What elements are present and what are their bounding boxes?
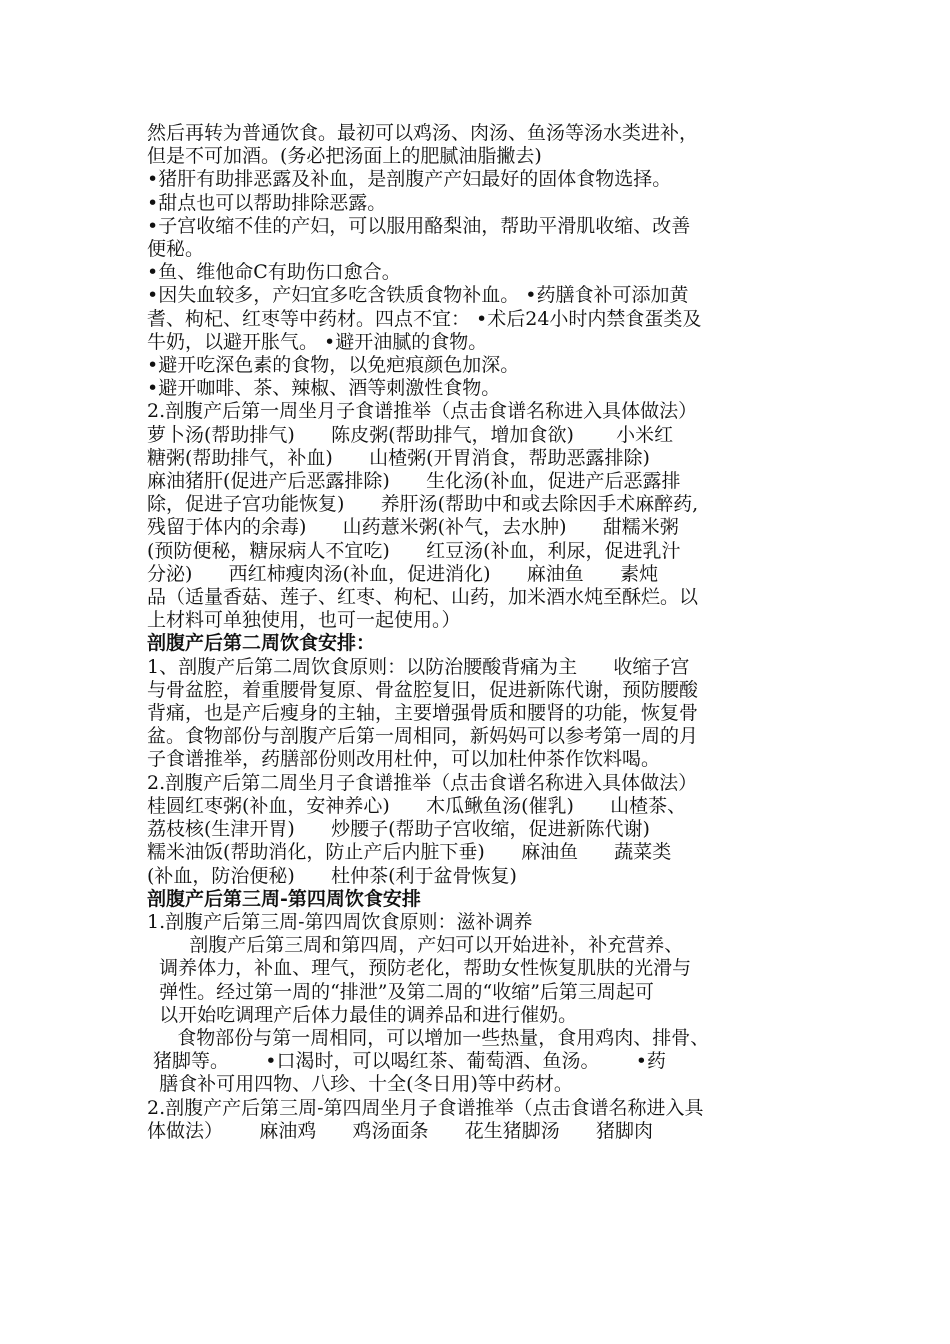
section-heading: 剖腹产后第二周饮食安排： [147,632,376,655]
text-line: 桂圆红枣粥(补血，安神养心) 木瓜鳅鱼汤(催乳) 山楂茶、 [147,794,687,817]
text-line: •子宫收缩不佳的产妇，可以服用酪梨油，帮助平滑肌收缩、改善 [147,214,691,237]
text-line: 便秘。 [147,238,205,261]
text-line: 荔枝核(生津开胃) 炒腰子(帮助子宫收缩，促进新陈代谢) [147,818,650,841]
text-line: 2.剖腹产产后第三周-第四周坐月子食谱推举（点击食谱名称进入具 [147,1096,704,1119]
text-line: •甜点也可以帮助排除恶露。 [147,191,387,214]
text-line: 子食谱推举，药膳部份则改用杜仲，可以加杜仲茶作饮料喝。 [147,748,661,771]
text-line: 萝卜汤(帮助排气) 陈皮粥(帮助排气，增加食欲) 小米红 [147,423,674,446]
text-line: 然后再转为普通饮食。最初可以鸡汤、肉汤、鱼汤等汤水类进补， [147,122,699,144]
text-line: 猪脚等。 •口渴时，可以喝红茶、葡萄酒、鱼汤。 •药 [147,1050,666,1073]
text-line: 但是不可加酒。(务必把汤面上的肥腻油脂撇去) [147,145,542,168]
text-line: 背痛，也是产后瘦身的主轴，主要增强骨质和腰肾的功能，恢复骨 [147,702,699,725]
text-line: 弹性。经过第一周的“排泄”及第二周的“收缩”后第三周起可 [147,980,654,1003]
text-line: 麻油猪肝(促进产后恶露排除) 生化汤(补血，促进产后恶露排 [147,470,681,493]
text-line: (预防便秘，糖尿病人不宜吃) 红豆汤(补血，利尿，促进乳汁 [147,539,681,562]
text-line: 品（适量香菇、莲子、红枣、枸杞、山药，加米酒水炖至酥烂。以 [147,586,699,609]
text-line: 糯米油饭(帮助消化，防止产后内脏下垂) 麻油鱼 蔬菜类 [147,841,672,864]
text-line: •避开咖啡、茶、辣椒、酒等刺激性食物。 [147,377,501,400]
text-line: 盆。食物部份与剖腹产后第一周相同，新妈妈可以参考第一周的月 [147,725,699,748]
text-line: •因失血较多，产妇宜多吃含铁质食物补血。 •药膳食补可添加黄 [147,284,689,307]
text-line: 1、剖腹产后第二周饮食原则：以防治腰酸背痛为主 收缩子宫 [147,655,690,678]
text-line: 残留于体内的余毒) 山药薏米粥(补气，去水肿) 甜糯米粥 [147,516,679,539]
text-line: 除，促进子宫功能恢复) 养肝汤(帮助中和或去除因手术麻醉药, [147,493,699,516]
text-line: 以开始吃调理产后体力最佳的调养品和进行催奶。 [147,1003,578,1026]
text-line: 耆、枸杞、红枣等中药材。四点不宜： •术后24小时内禁食蛋类及 [147,307,702,330]
text-line: (补血，防治便秘) 杜仲茶(利于盆骨恢复) [147,864,517,887]
text-line: 2.剖腹产后第一周坐月子食谱推举（点击食谱名称进入具体做法） [147,400,698,423]
text-line: •避开吃深色素的食物，以免疤痕颜色加深。 [147,354,520,377]
text-line: 2.剖腹产后第二周坐月子食谱推举（点击食谱名称进入具体做法） [147,771,698,794]
text-line: 上材料可单独使用，也可一起使用。） [147,609,461,632]
text-line: 分泌) 西红柿瘦肉汤(补血，促进消化) 麻油鱼 素炖 [147,562,658,585]
text-line: 剖腹产后第三周和第四周，产妇可以开始进补，补充营养、 [147,934,684,957]
text-line: •鱼、维他命C有助伤口愈合。 [147,261,401,284]
text-line: 1.剖腹产后第三周-第四周饮食原则：滋补调养 [147,910,533,933]
text-line: 膳食补可用四物、八珍、十全(冬日用)等中药材。 [147,1073,573,1096]
text-line: 食物部份与第一周相同，可以增加一些热量，食用鸡肉、排骨、 [147,1026,710,1049]
text-line: •猪肝有助排恶露及补血，是剖腹产产妇最好的固体食物选择。 [147,168,672,191]
text-line: 牛奶，以避开胀气。 •避开油腻的食物。 [147,330,488,353]
text-line: 调养体力，补血、理气，预防老化，帮助女性恢复肌肤的光滑与 [147,957,692,980]
text-line: 与骨盆腔，着重腰骨复原、骨盆腔复旧，促进新陈代谢，预防腰酸 [147,678,699,701]
text-line: 糖粥(帮助排气，补血) 山楂粥(开胃消食，帮助恶露排除) [147,446,650,469]
text-line: 体做法） 麻油鸡 鸡汤面条 花生猪脚汤 猪脚肉 [147,1119,653,1142]
section-heading: 剖腹产后第三周-第四周饮食安排 [147,887,421,910]
